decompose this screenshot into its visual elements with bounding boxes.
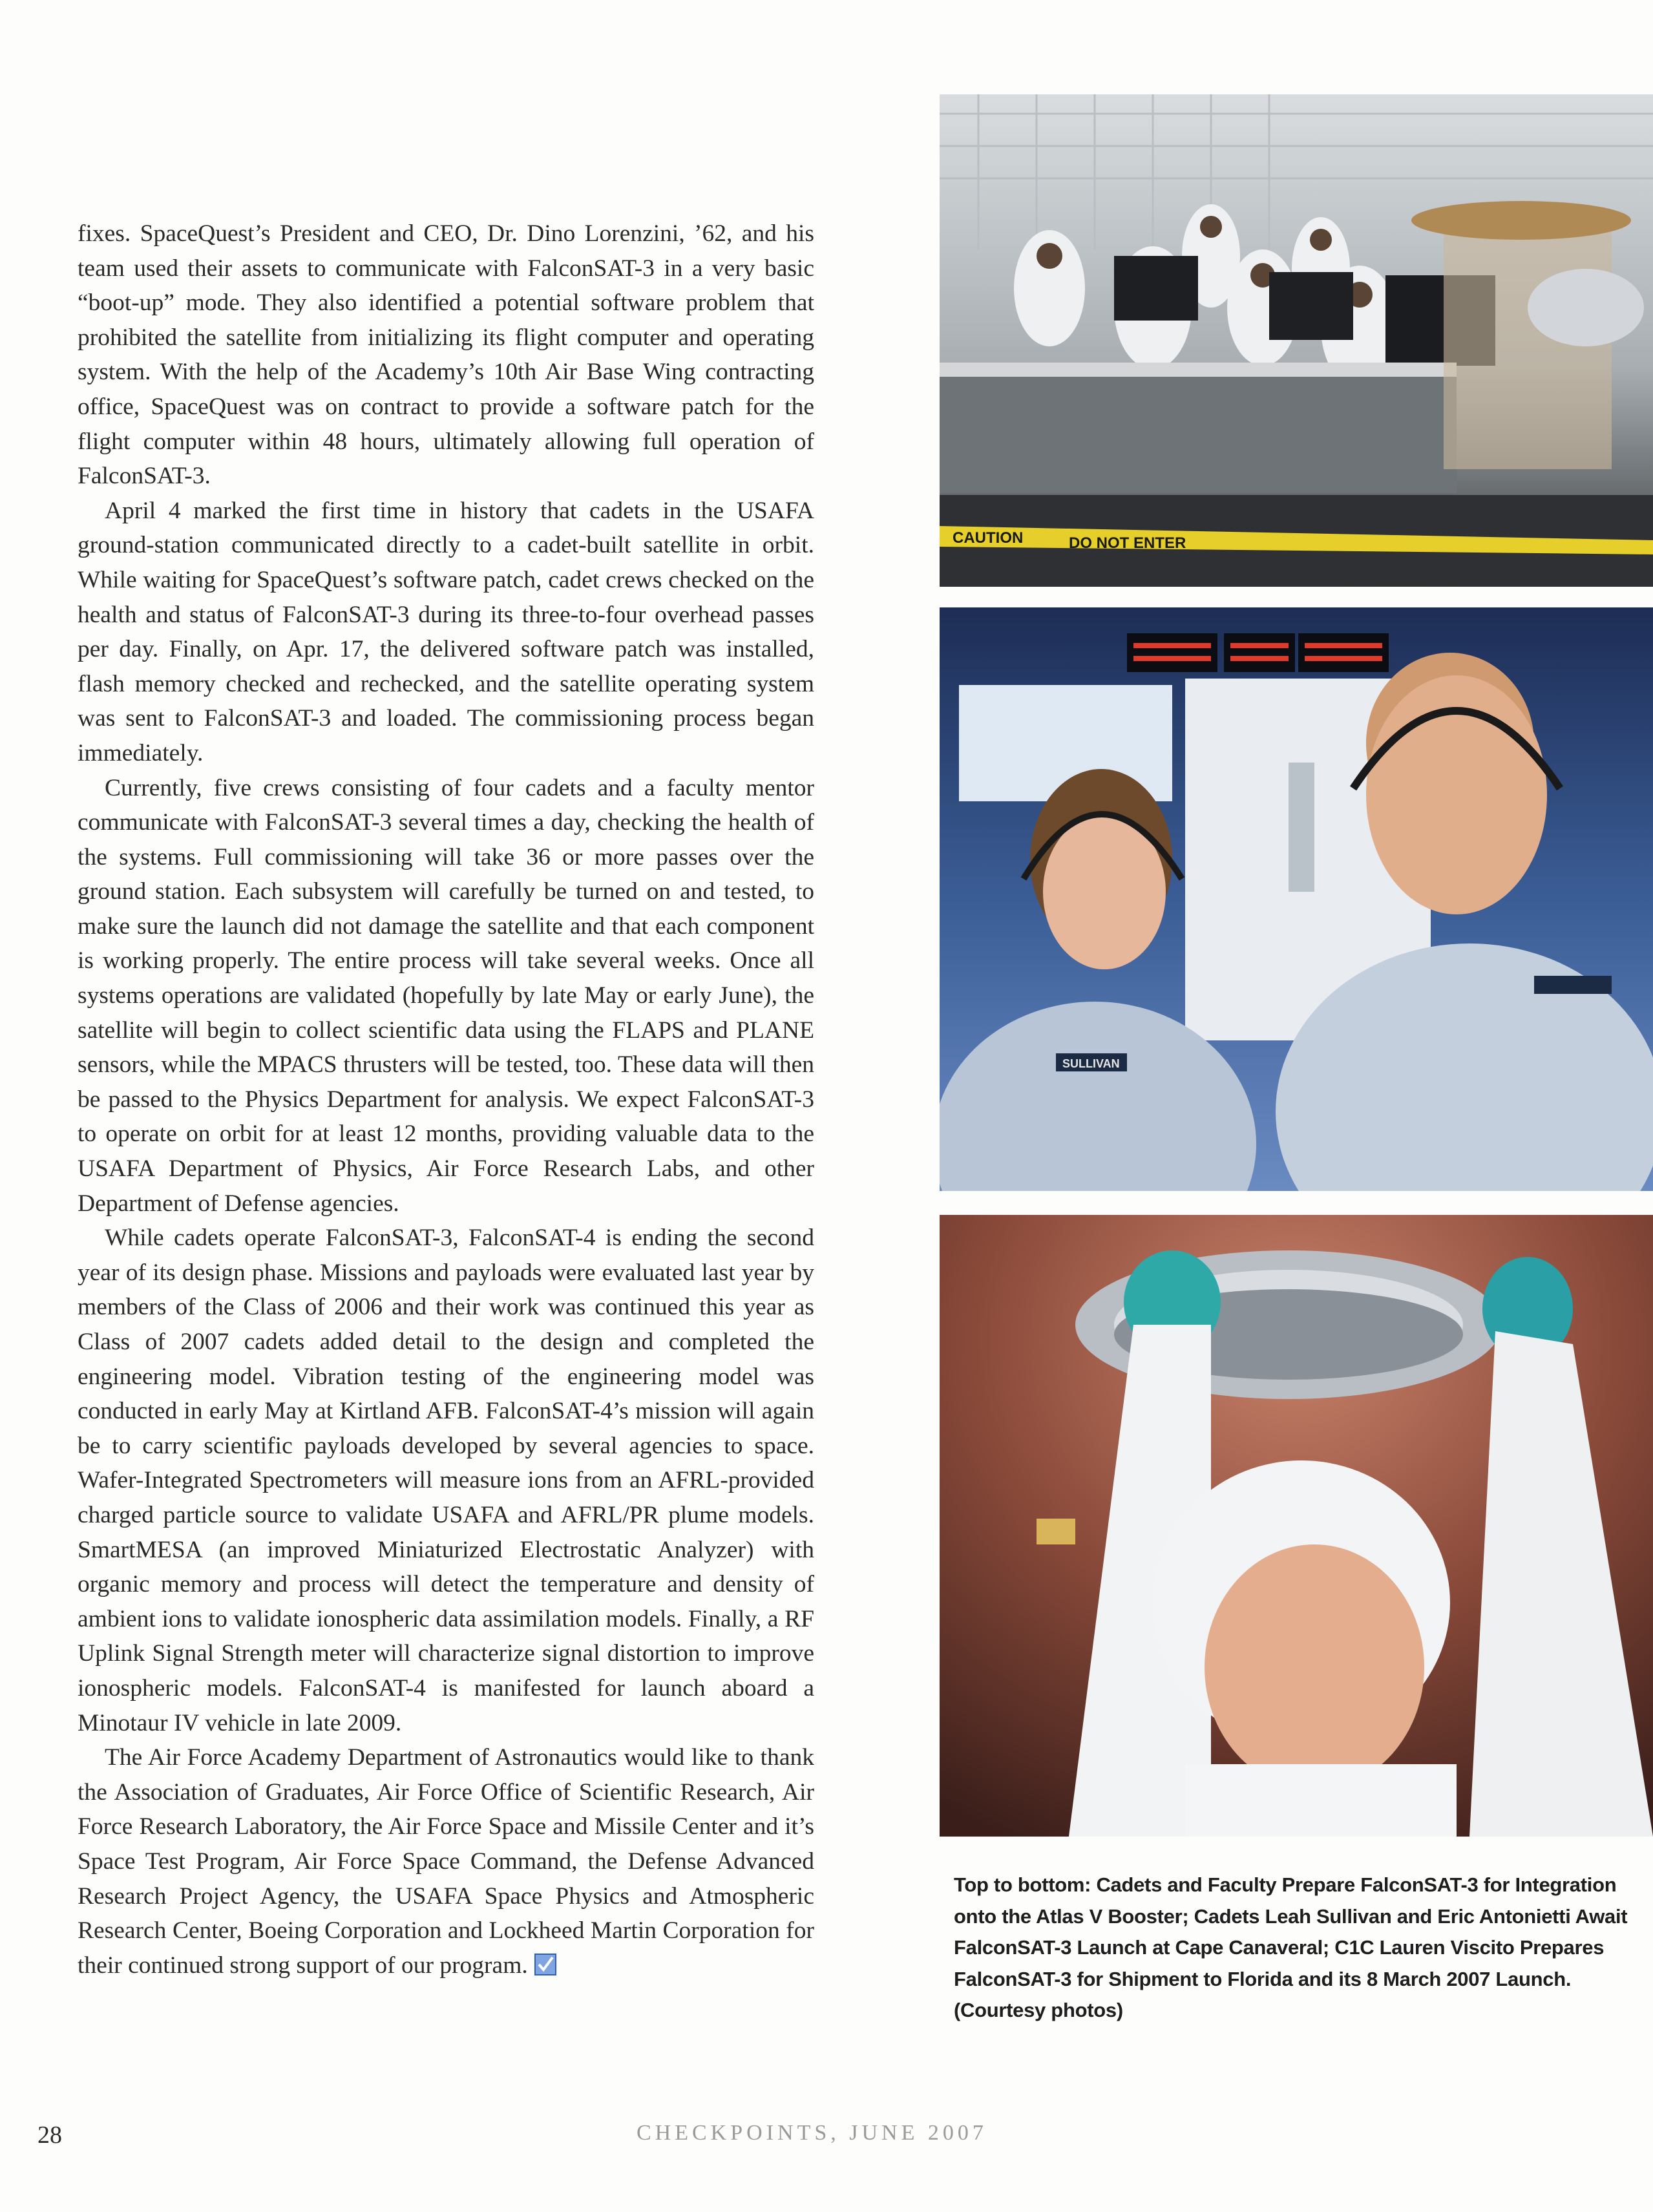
article-paragraph-5-container [78, 1740, 814, 1983]
cleanroom-photo [940, 94, 1653, 587]
running-footer: CHECKPOINTS, JUNE 2007 [637, 2121, 987, 2145]
do-not-enter-label: DO NOT ENTER [1069, 534, 1186, 552]
caution-tape-label: CAUTION [953, 529, 1024, 547]
article-paragraph-5: The Air Force Academy Department of Astronautics would like to thank the Association of Graduates, Air Force Office of Scientific Research, Air Force Research Laboratory, the Air Force Space and Missile Center and it’s Space Test Program, Air Force Space Command, the Defense Advanced Research Project Agency, the USAFA Space Physics and Atmospheric Research Center, Boeing Corporation and Lockheed Martin Corporation for their continued strong support of our program. [78, 1744, 814, 1979]
article-body [78, 216, 814, 1983]
article-paragraph-3: Currently, five crews consisting of four cadets and a faculty mentor communicate with FalconSAT-3 several times a day, checking the health of the systems. Full commissioning will take 36 or more passes over the ground station. Each subsystem will carefully be turned on and tested, to make sure the launch did not damage the satellite and that each component is working properly. The entire process will take several weeks. Once all systems operations are validated (hopefully by late May or early June), the satellite will begin to collect scientific data using the FLAPS and PLANE sensors, while the MPACS thrusters will be tested, too. These data will then be passed to the Physics Department for analysis. We expect FalconSAT-3 to operate on orbit for at least 12 months, providing valuable data to the USAFA Department of Physics, Air Force Research Labs, and other Department of Defense agencies. [78, 774, 814, 1217]
article-paragraph-1: fixes. SpaceQuest’s President and CEO, Dr. Dino Lorenzini, ’62, and his team used their assets to communicate with FalconSAT-3 in a very basic “boot-up” mode. They also identified a potential software problem that prohibited the satellite from initializing its flight computer and operating system. With the help of the Academy’s 10th Air Base Wing contracting office, SpaceQuest was on contract to provide a software patch for the flight computer within 48 hours, ultimately allowing full operation of FalconSAT-3. [78, 220, 814, 490]
article-paragraph-4: While cadets operate FalconSAT-3, FalconSAT-4 is ending the second year of its design phase. Missions and payloads were evaluated last year by members of the Class of 2006 and their work was continued this year as Class of 2007 cadets added detail to the design and completed the engineering model. Vibration testing of the engineering model was conducted in early May at Kirtland AFB. FalconSAT-4’s mission will again be to carry scientific payloads developed by several agencies to space. Wafer-Integrated Spectrometers will measure ions from an AFRL-provided charged particle source to validate USAFA and AFRL/PR plume models. SmartMESA (an improved Miniaturized Electrostatic Analyzer) with organic memory and process will detect the temperature and density of ambient ions to validate ionospheric data assimilation models. Finally, a RF Uplink Signal Strength meter will characterize signal distortion to improve ionospheric models. FalconSAT-4 is manifested for launch aboard a Minotaur IV vehicle in late 2009. [78, 1225, 814, 1736]
photo-caption: Top to bottom: Cadets and Faculty Prepare FalconSAT-3 for Integration onto the Atlas V Booster; Cadets Leah Sullivan and Eric Antonietti Await FalconSAT-3 Launch at Cape Canaveral; C1C Lauren Viscito Prepares FalconSAT-3 for Shipment to Florida and its 8 March 2007 Launch. (Courtesy photos) [954, 1873, 1628, 2021]
article-paragraph-2: April 4 marked the first time in history that cadets in the USAFA ground-station communicated directly to a cadet-built satellite in orbit. While waiting for SpaceQuest’s software patch, cadet crews checked on the health and status of FalconSAT-3 during its three-to-four overhead passes per day. Finally, on Apr. 17, the delivered software patch was installed, flash memory checked and rechecked, and the satellite operating system was sent to FalconSAT-3 and loaded. The commissioning process began immediately. [78, 497, 814, 766]
checkbox-check-icon [534, 1954, 556, 1975]
name-tag-sullivan: SULLIVAN [1062, 1057, 1120, 1070]
cadets-headset-photo [940, 607, 1653, 1191]
page-number: 28 [37, 2122, 62, 2149]
cadet-satellite-ring-photo [940, 1215, 1653, 1837]
